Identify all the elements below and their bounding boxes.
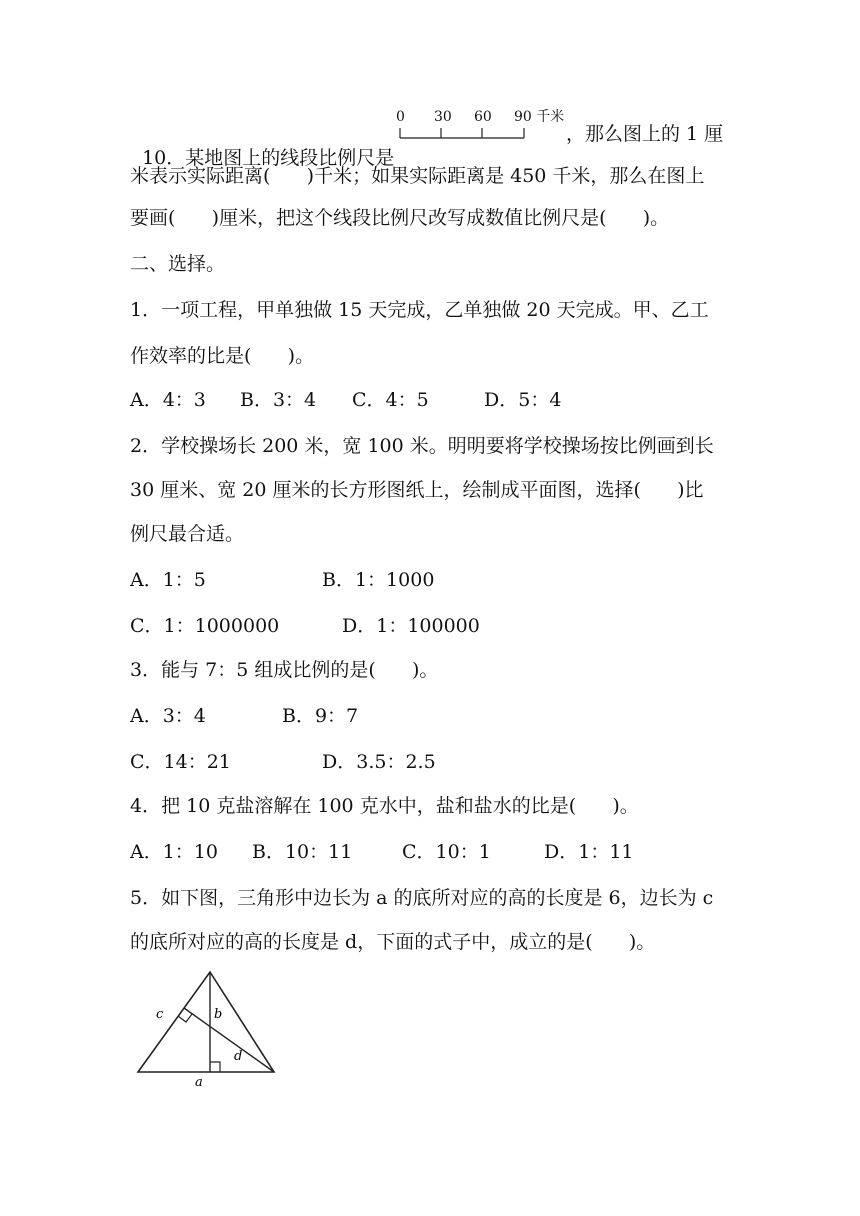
q10-line1-before: 10．某地图上的线段比例尺是 xyxy=(142,147,395,169)
q10-line1-after: ，那么图上的 1 厘 xyxy=(566,123,724,145)
q4-option-a[interactable]: A．1：10 xyxy=(130,841,218,863)
q5-line1: 5．如下图，三角形中边长为 a 的底所对应的高的长度是 6，边长为 c xyxy=(130,887,714,909)
q5-line2: 的底所对应的高的长度是 d，下面的式子中，成立的是( )。 xyxy=(130,931,656,953)
q3-option-b[interactable]: B．9：7 xyxy=(282,705,359,727)
q4-option-d[interactable]: D．1：11 xyxy=(544,841,634,863)
q3-line1: 3．能与 7：5 组成比例的是( )。 xyxy=(130,659,439,681)
q1-option-a[interactable]: A．4：3 xyxy=(130,389,206,411)
q2-line1: 2．学校操场长 200 米，宽 100 米。明明要将学校操场按比例画到长 xyxy=(130,435,714,457)
label-d: d xyxy=(234,1049,243,1064)
q10-line2: 米表示实际距离( )千米；如果实际距离是 450 千米，那么在图上 xyxy=(130,165,705,187)
q3-option-a[interactable]: A．3：4 xyxy=(130,705,206,727)
q4-line1: 4．把 10 克盐溶解在 100 克水中，盐和盐水的比是( )。 xyxy=(130,795,639,817)
triangle-figure xyxy=(132,966,282,1086)
label-b: b xyxy=(214,1007,223,1022)
q1-line2: 作效率的比是( )。 xyxy=(130,345,315,367)
q10-line3: 要画( )厘米，把这个线段比例尺改写成数值比例尺是( )。 xyxy=(130,207,670,229)
scale-label-90: 90 千米 xyxy=(514,109,565,125)
q10-line1-text xyxy=(130,122,394,170)
q4-option-c[interactable]: C．10：1 xyxy=(402,841,491,863)
scale-label-30: 30 xyxy=(434,109,452,125)
q2-line2: 30 厘米、宽 20 厘米的长方形图纸上，绘制成平面图，选择( )比 xyxy=(130,479,704,501)
q2-option-c[interactable]: C．1：1000000 xyxy=(130,615,280,637)
scale-label-60: 60 xyxy=(474,109,492,125)
q1-option-d[interactable]: D．5：4 xyxy=(484,389,562,411)
q3-option-c[interactable]: C．14：21 xyxy=(130,751,231,773)
q2-option-d[interactable]: D．1：100000 xyxy=(342,615,480,637)
label-a: a xyxy=(195,1075,203,1086)
q4-option-b[interactable]: B．10：11 xyxy=(252,841,353,863)
q3-option-d[interactable]: D．3.5：2.5 xyxy=(322,751,436,773)
q2-line3: 例尺最合适。 xyxy=(130,523,245,545)
q2-option-b[interactable]: B．1：1000 xyxy=(322,569,435,591)
q2-option-a[interactable]: A．1：5 xyxy=(130,569,206,591)
label-c: c xyxy=(156,1007,164,1022)
q1-line1: 1．一项工程，甲单独做 15 天完成，乙单独做 20 天完成。甲、乙工 xyxy=(130,299,709,321)
scale-label-0: 0 xyxy=(396,109,405,125)
section-title: 二、选择。 xyxy=(130,253,226,275)
q1-option-c[interactable]: C．4：5 xyxy=(352,389,429,411)
line-scale-bar xyxy=(396,106,566,146)
q1-option-b[interactable]: B．3：4 xyxy=(240,389,317,411)
scale-bar-graphic xyxy=(396,106,566,146)
